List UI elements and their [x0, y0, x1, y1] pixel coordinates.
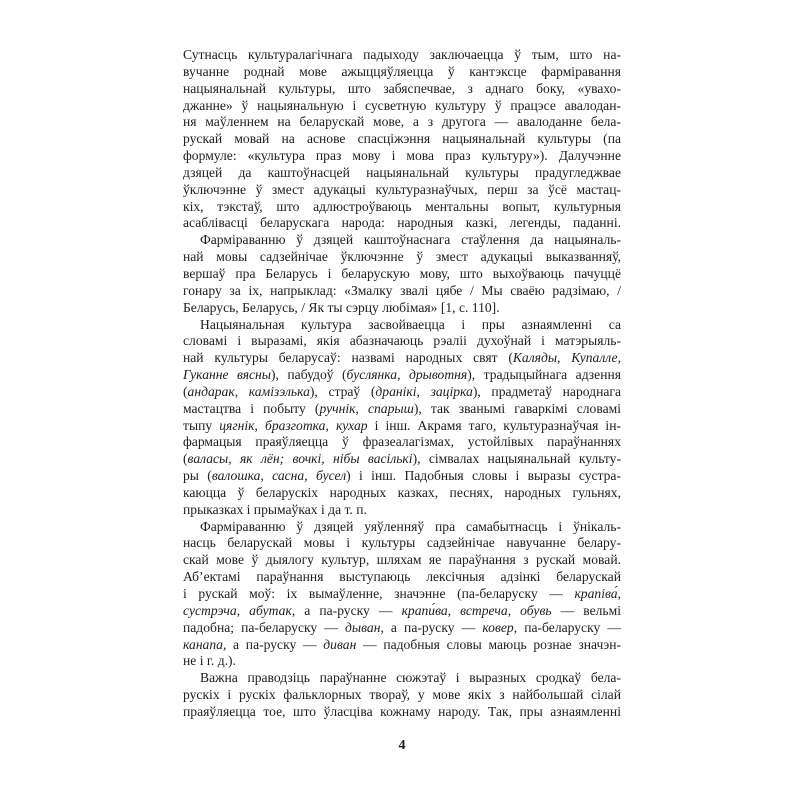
- text-line: мастацтва і побыту (ручнік, спарыш), так званымі гаваркімі словамі: [183, 400, 621, 416]
- text-line: (андарак, камізэлька), страў (дранікі, зацірка), прадметаў народнага: [183, 383, 621, 399]
- text-line: вучанне роднай мове ажыццяўляецца ў кантэксце фарміравання: [183, 63, 621, 79]
- text-line: кіх, тэкстаў, што адлюстроўваюць ментальны вопыт, культурныя: [183, 198, 621, 214]
- text-line: словамі і выразамі, якія абазначаюць рэаліі духоўнай і матэрыяль-: [183, 333, 621, 349]
- text-line: асаблівасці беларускага народа: народныя казкі, легенды, паданні.: [183, 215, 621, 231]
- text-line: Беларусь, Беларусь, / Як ты сэрцу любімая» [1, с. 110].: [183, 299, 500, 315]
- text-line: насць беларускай мовы і культуры садзейнічае навучанне белару-: [183, 535, 621, 551]
- text-line: рускіх і рускіх фальклорных твораў, у мове якіх з найбольшай сілай: [183, 687, 621, 703]
- text-line: скай мове ў дыялогу культур, шляхам яе параўнання з рускай мовай.: [183, 552, 621, 568]
- text-line: сустрэча, абутак, а па-руску — крапи́ва, встреча, обувь — вельмі: [183, 602, 621, 618]
- paragraph: [183, 232, 621, 316]
- text-line: Нацыянальная культура засвойваецца і пры азнаямленні са: [200, 316, 621, 332]
- text-line: Фарміраванню ў дзяцей каштоўнаснага стаўлення да нацыяналь-: [200, 232, 621, 248]
- text-line: рускай мовай на аснове спасціжэння нацыянальнай культуры (па: [183, 131, 621, 147]
- text-block: [183, 47, 621, 721]
- text-line: не і г. д.).: [183, 653, 236, 669]
- text-line: тыпу цягнік, бразготка, кухар і інш. Акрамя таго, культуразнаўчая ін-: [183, 417, 622, 433]
- paragraph: [183, 519, 621, 671]
- text-line: гонару за іх, напрыклад: «Змалку звалі цябе / Мы сваёю радзімаю, /: [183, 282, 621, 298]
- text-line: нацыянальнай культуры, што забяспечвае, з аднаго боку, «увахо-: [183, 80, 621, 96]
- text-line: джанне» ў нацыянальную і сусветную культуру ў працэсе авалодан-: [183, 97, 621, 113]
- text-line: формуле: «культура праз мову і мова праз культуру»). Далучэнне: [183, 148, 621, 164]
- text-line: і рускай моў: іх вымаўленне, значэнне (па-беларуску — крапіва́,: [183, 586, 621, 601]
- text-line: вершаў пра Беларусь і беларускую мову, што выхоўваюць пачуццё: [183, 265, 621, 281]
- text-line: дзяцей да каштоўнасцей нацыянальнай культуры прадугледжвае: [183, 164, 621, 180]
- text-line: Гуканне вясны), пабудоў (буслянка, дрывотня), традыцыйнага адзення: [183, 367, 621, 383]
- text-line: ўключэнне ў змест адукацыі культуразнаўчых, перш за ўсё мастац-: [183, 181, 621, 197]
- text-line: канапа, а па-руску — диван — падобныя словы маюць рознае значэн-: [183, 636, 621, 652]
- text-line: (валасы, як лён; вочкі, нібы васількі), сімвалах нацыянальнай культу-: [183, 451, 621, 467]
- paragraph: [183, 670, 621, 721]
- page-number: 4: [398, 738, 406, 753]
- text-line: каюцца ў беларускіх народных казках, песнях, народных гульнях,: [183, 484, 621, 500]
- text-line: фармацыя праяўляецца ў фразеалагізмах, устойлівых параўнаннях: [183, 434, 621, 450]
- text-line: праяўляецца тое, што ўласціва кожнаму народу. Так, пры азнаямленні: [183, 703, 621, 719]
- text-line: най мовы садзейнічае ўключэнне ў змест адукацыі выказванняў,: [183, 249, 621, 265]
- text-line: Аб’ектамі параўнання выступаюць лексічныя адзінкі беларускай: [183, 569, 621, 585]
- text-line: ры (валошка, сасна, бусел) і інш. Падобныя словы і выразы сустра-: [183, 468, 621, 484]
- paragraph: [183, 317, 621, 519]
- text-line: Сутнасць культуралагічнага падыходу заключаецца ў тым, што на-: [183, 47, 621, 62]
- text-line: най культуры беларусаў: назвамі народных свят (Каляды, Купалле,: [183, 350, 621, 366]
- text-line: ня маўленнем на беларускай мове, а з другога — авалоданне бела-: [183, 114, 621, 130]
- text-line: Фарміраванню ў дзяцей уяўленняў пра самабытнасць і ўнікаль-: [200, 518, 621, 534]
- text-line: Важна праводзіць параўнанне сюжэтаў і выразных сродкаў бела-: [200, 670, 621, 686]
- text-line: прыказках і прымаўках і да т. п.: [183, 501, 367, 517]
- text-line: падобна; па-беларуску — дыван, а па-руску — ковер, па-беларуску —: [183, 619, 621, 635]
- paragraph: [183, 47, 621, 232]
